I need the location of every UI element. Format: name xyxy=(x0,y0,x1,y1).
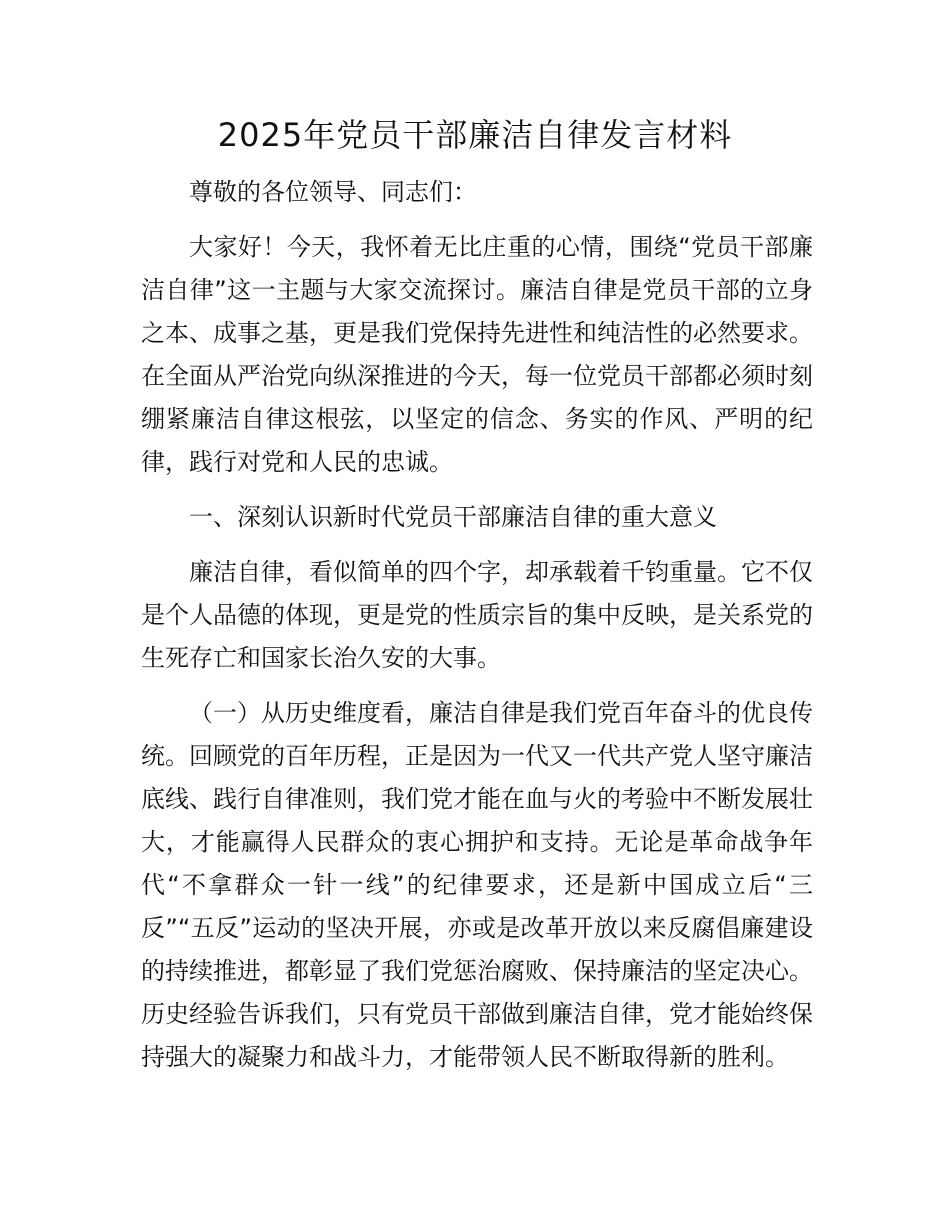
paragraph-history: （一）从历史维度看，廉洁自律是我们党百年奋斗的优良传统。回顾党的百年历程，正是因为一代又一代共产党人坚守廉洁底线、践行自律准则，我们党才能在血与火的考验中不断发展壮大，才能赢得人民群众的衷心拥护和支持。无论是革命战争年代“不拿群众一针一线”的纪律要求，还是新中国成立后“三反”“五反”运动的坚决开展，亦或是改革开放以来反腐倡廉建设的持续推进，都彰显了我们党惩治腐败、保持廉洁的坚定决心。历史经验告诉我们，只有党员干部做到廉洁自律，党才能始终保持强大的凝聚力和战斗力，才能带领人民不断取得新的胜利。 xyxy=(141,699,813,1071)
paragraph-significance: 廉洁自律，看似简单的四个字，却承载着千钧重量。它不仅是个人品德的体现，更是党的性质宗旨的集中反映，是关系党的生死存亡和国家长治久安的大事。 xyxy=(141,558,813,672)
document-title: 2025年党员干部廉洁自律发言材料 xyxy=(217,116,733,154)
document-body xyxy=(141,171,813,1091)
paragraph-opening: 大家好！今天，我怀着无比庄重的心情，围绕“党员干部廉洁自律”这一主题与大家交流探讨。廉洁自律是党员干部的立身之本、成事之基，更是我们党保持先进性和纯洁性的必然要求。在全面从严治党向纵深推进的今天，每一位党员干部都必须时刻绷紧廉洁自律这根弦，以坚定的信念、务实的作风、严明的纪律，践行对党和人民的忠诚。 xyxy=(141,233,813,476)
salutation: 尊敬的各位领导、同志们： xyxy=(189,178,477,206)
section-heading-1: 一、深刻认识新时代党员干部廉洁自律的重大意义 xyxy=(189,503,717,531)
